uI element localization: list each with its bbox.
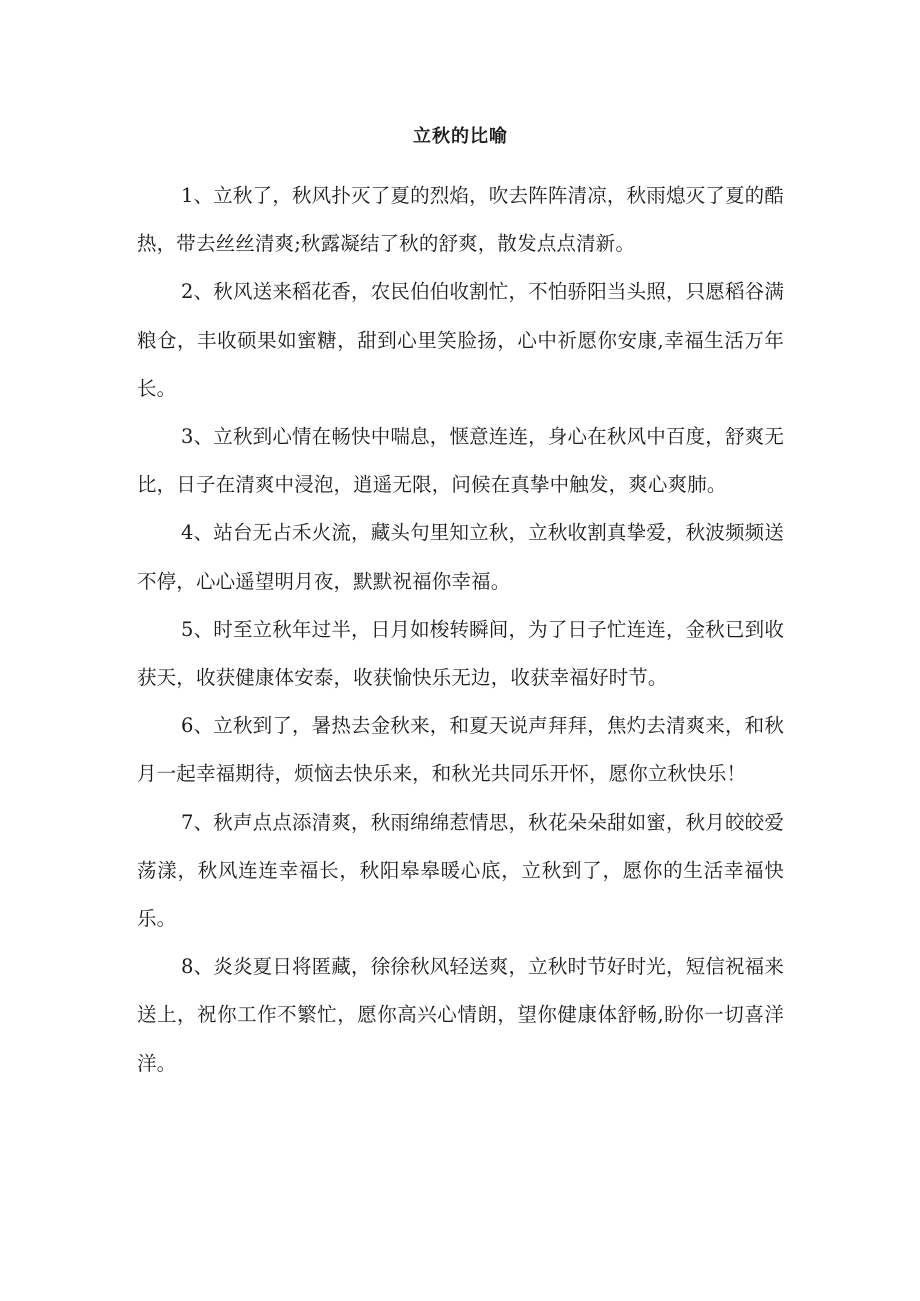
paragraph-1: 1、立秋了，秋风扑灭了夏的烈焰，吹去阵阵清凉，秋雨熄灭了夏的酷热，带去丝丝清爽;秋露凝结了秋的舒爽，散发点点清新。 [137, 184, 784, 256]
document-body [137, 172, 784, 1088]
paragraph-7: 7、秋声点点添清爽，秋雨绵绵惹情思，秋花朵朵甜如蜜，秋月皎皎爱荡漾，秋风连连幸福长，秋阳皋皋暖心底，立秋到了，愿你的生活幸福快乐。 [137, 810, 784, 931]
paragraph-4: 4、站台无占禾火流，藏头句里知立秋，立秋收割真挚爱，秋波频频送不停，心心遥望明月夜，默默祝福你幸福。 [137, 521, 784, 593]
paragraph-8: 8、炎炎夏日将匿藏，徐徐秋风轻送爽，立秋时节好时光，短信祝福来送上，祝你工作不繁忙，愿你高兴心情朗，望你健康体舒畅,盼你一切喜洋洋。 [137, 955, 784, 1075]
paragraph-6: 6、立秋到了，暑热去金秋来，和夏天说声拜拜，焦灼去清爽来，和秋月一起幸福期待，烦恼去快乐来，和秋光共同乐开怀，愿你立秋快乐！ [137, 714, 784, 786]
document-title: 立秋的比喻 [413, 126, 508, 147]
paragraph-3: 3、立秋到心情在畅快中喘息，惬意连连，身心在秋风中百度，舒爽无比，日子在清爽中浸泡，逍遥无限，问候在真挚中触发，爽心爽肺。 [137, 425, 784, 497]
paragraph-5: 5、时至立秋年过半，日月如梭转瞬间，为了日子忙连连，金秋已到收获天，收获健康体安泰，收获愉快乐无边，收获幸福好时节。 [137, 617, 784, 690]
paragraph-2: 2、秋风送来稻花香，农民伯伯收割忙，不怕骄阳当头照，只愿稻谷满粮仓，丰收硕果如蜜糖，甜到心里笑脸扬，心中祈愿你安康,幸福生活万年长。 [137, 280, 784, 400]
